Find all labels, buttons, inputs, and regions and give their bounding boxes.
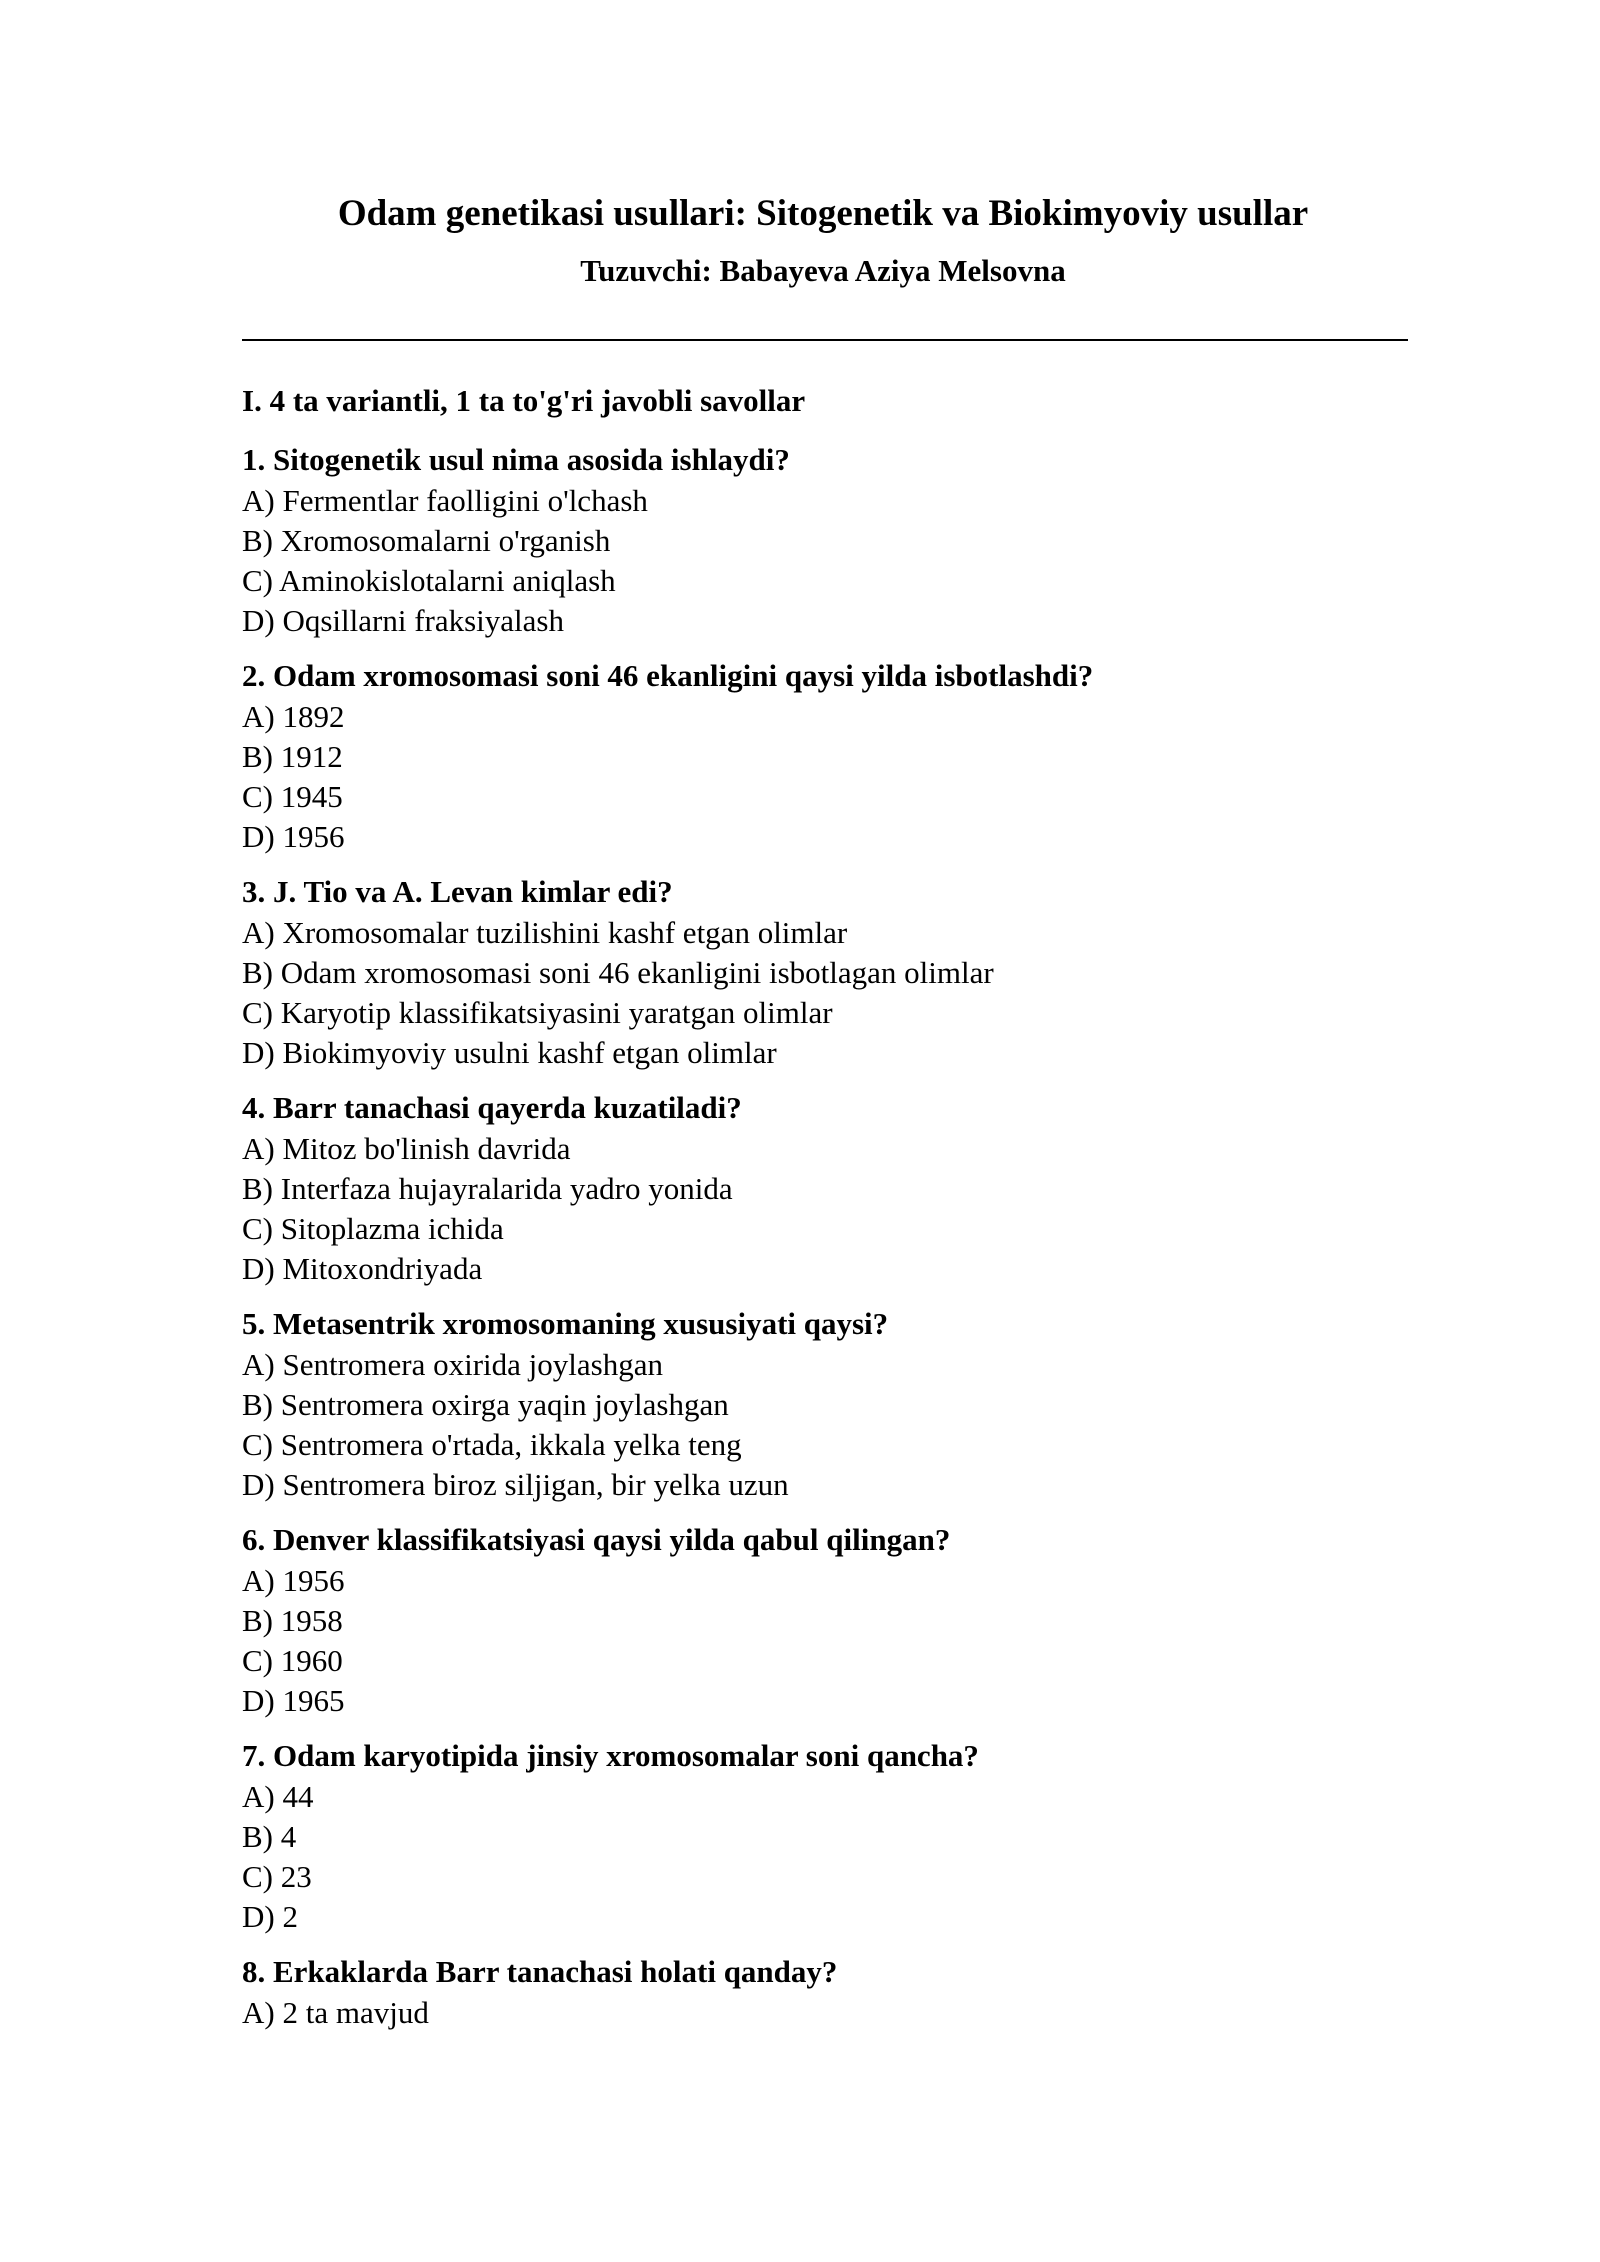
answer-option: B) 1958 bbox=[242, 1603, 343, 1638]
answer-option: D) Biokimyoviy usulni kashf etgan olimlar bbox=[242, 1035, 777, 1070]
answer-option: D) Oqsillarni fraksiyalash bbox=[242, 603, 564, 638]
answer-options bbox=[242, 1561, 1442, 1721]
answer-options bbox=[242, 1129, 1442, 1289]
answer-option: A) 1892 bbox=[242, 699, 345, 734]
answer-option: B) Xromosomalarni o'rganish bbox=[242, 523, 611, 558]
title-divider bbox=[242, 339, 1408, 341]
document-body bbox=[242, 381, 1442, 2048]
answer-option: D) 1965 bbox=[242, 1683, 345, 1718]
answer-option: A) Xromosomalar tuzilishini kashf etgan olimlar bbox=[242, 915, 848, 950]
answer-options bbox=[242, 913, 1442, 1073]
question-item bbox=[242, 440, 1442, 641]
answer-option: C) 23 bbox=[242, 1859, 312, 1894]
answer-option: B) 4 bbox=[242, 1819, 297, 1854]
answer-option: A) Fermentlar faolligini o'lchash bbox=[242, 483, 648, 518]
question-text: 7. Odam karyotipida jinsiy xromosomalar soni qancha? bbox=[242, 1738, 979, 1773]
answer-option: B) Interfaza hujayralarida yadro yonida bbox=[242, 1171, 733, 1206]
answer-option: A) Sentromera oxirida joylashgan bbox=[242, 1347, 663, 1382]
question-item bbox=[242, 1088, 1442, 1289]
answer-options bbox=[242, 697, 1442, 857]
question-text: 8. Erkaklarda Barr tanachasi holati qanday? bbox=[242, 1954, 838, 1989]
answer-option: A) Mitoz bo'linish davrida bbox=[242, 1131, 571, 1166]
answer-option: C) 1960 bbox=[242, 1643, 343, 1678]
answer-option: D) 1956 bbox=[242, 819, 345, 854]
question-item bbox=[242, 1952, 1442, 2033]
answer-option: A) 1956 bbox=[242, 1563, 345, 1598]
answer-option: C) 1945 bbox=[242, 779, 343, 814]
question-item bbox=[242, 656, 1442, 857]
question-text: 5. Metasentrik xromosomaning xususiyati qaysi? bbox=[242, 1306, 889, 1341]
question-list bbox=[242, 440, 1442, 2033]
question-text: 3. J. Tio va A. Levan kimlar edi? bbox=[242, 874, 673, 909]
document-title: Odam genetikasi usullari: Sitogenetik va Biokimyoviy usullar bbox=[337, 193, 1309, 234]
answer-option: A) 44 bbox=[242, 1779, 314, 1814]
answer-options bbox=[242, 1345, 1442, 1505]
answer-option: C) Sentromera o'rtada, ikkala yelka teng bbox=[242, 1427, 742, 1462]
question-item bbox=[242, 872, 1442, 1073]
answer-option: A) 2 ta mavjud bbox=[242, 1995, 429, 2030]
answer-options bbox=[242, 1993, 1442, 2033]
answer-option: C) Karyotip klassifikatsiyasini yaratgan olimlar bbox=[242, 995, 833, 1030]
question-text: 2. Odam xromosomasi soni 46 ekanligini qaysi yilda isbotlashdi? bbox=[242, 658, 1094, 693]
section-heading: I. 4 ta variantli, 1 ta to'g'ri javobli savollar bbox=[242, 383, 806, 418]
question-item bbox=[242, 1736, 1442, 1937]
question-text: 4. Barr tanachasi qayerda kuzatiladi? bbox=[242, 1090, 742, 1125]
answer-options bbox=[242, 1777, 1442, 1937]
answer-option: B) Odam xromosomasi soni 46 ekanligini isbotlagan olimlar bbox=[242, 955, 994, 990]
answer-option: C) Sitoplazma ichida bbox=[242, 1211, 504, 1246]
question-item bbox=[242, 1520, 1442, 1721]
question-item bbox=[242, 1304, 1442, 1505]
answer-option: D) 2 bbox=[242, 1899, 298, 1934]
question-text: 1. Sitogenetik usul nima asosida ishlaydi? bbox=[242, 442, 790, 477]
question-text: 6. Denver klassifikatsiyasi qaysi yilda qabul qilingan? bbox=[242, 1522, 951, 1557]
answer-option: B) 1912 bbox=[242, 739, 343, 774]
answer-options bbox=[242, 481, 1442, 641]
document-author: Tuzuvchi: Babayeva Aziya Melsovna bbox=[580, 253, 1066, 288]
answer-option: D) Mitoxondriyada bbox=[242, 1251, 483, 1286]
answer-option: B) Sentromera oxirga yaqin joylashgan bbox=[242, 1387, 729, 1422]
answer-option: C) Aminokislotalarni aniqlash bbox=[242, 563, 616, 598]
answer-option: D) Sentromera biroz siljigan, bir yelka uzun bbox=[242, 1467, 789, 1502]
